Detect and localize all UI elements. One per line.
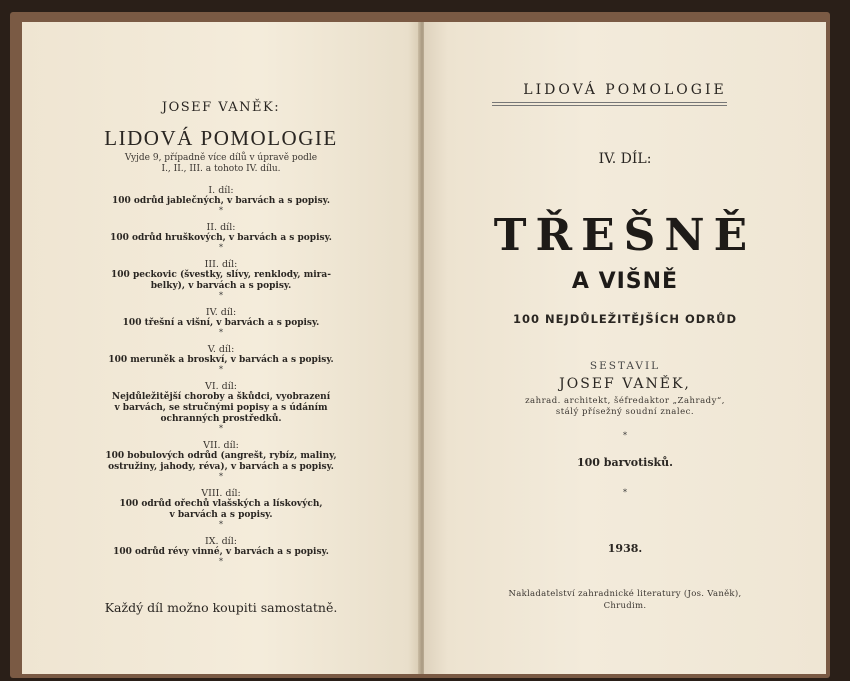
color-prints: 100 barvotisků. (576, 456, 674, 469)
volume-entry (22, 440, 420, 473)
left-footer: Každý díl možno koupiti samostatně. (104, 600, 338, 615)
separator-star: * (219, 291, 223, 300)
volume-description: 100 odrůd hruškových, v barvách a s popisy. (110, 233, 332, 243)
volume-entry (22, 344, 420, 366)
volume-description: v barvách, se stručnými popisy a s údáním (114, 403, 328, 413)
volume-description: ostružiny, jahody, réva), v barvách a s popisy. (108, 462, 334, 472)
volume-description: 100 odrůd ořechů vlašských a lískových, (119, 499, 323, 509)
volume-label: V. díl: (207, 344, 235, 355)
publication-year: 1938. (607, 542, 643, 555)
publisher (424, 588, 826, 612)
volume-label: VI. díl: (204, 381, 237, 392)
volume-label: I. díl: (208, 185, 234, 196)
volume-entry (22, 307, 420, 329)
volume-label: IV. díl: (205, 307, 237, 318)
volume-label: VIII. díl: (201, 488, 241, 499)
volume-entry (22, 536, 420, 558)
volume-entry (22, 222, 420, 244)
separator-star: * (219, 520, 223, 529)
series-header: LIDOVÁ POMOLOGIE (523, 82, 727, 98)
publisher-line: Nakladatelství zahradnické literatury (Jos. Vaněk), (508, 589, 742, 599)
volume-label: VII. díl: (203, 440, 239, 451)
volume-description: belky), v barvách a s popisy. (150, 281, 292, 291)
volume-description: 100 peckovic (švestky, slívy, renklody, mira- (111, 270, 331, 280)
volume-entry (22, 488, 420, 521)
volume-description: 100 odrůd jablečných, v barvách a s popisy. (111, 196, 330, 206)
main-title: TŘEŠNĚ (493, 210, 757, 261)
header-rule (492, 105, 727, 106)
left-author: JOSEF VANĚK: (161, 100, 281, 115)
left-page (22, 22, 420, 674)
separator-star: * (219, 557, 223, 566)
part-label: IV. DÍL: (598, 151, 652, 167)
separator-star: * (219, 424, 223, 433)
volume-entry (22, 381, 420, 425)
volume-description: v barvách a s popisy. (169, 510, 273, 520)
author-role (424, 396, 826, 418)
author-role-line: zahrad. architekt, šéfredaktor „Zahrady“, (525, 396, 725, 406)
series-note-line: I., II., III. a tohoto IV. dílu. (161, 164, 281, 174)
separator-star: * (623, 488, 627, 497)
volume-label: IX. díl: (205, 536, 237, 547)
volume-description: 100 odrůd révy vinné, v barvách a s popisy. (113, 547, 329, 557)
author-role-line: stálý přísežný soudní znalec. (555, 407, 695, 417)
volume-description: 100 meruněk a broskví, v barvách a s popisy. (108, 355, 334, 365)
separator-star: * (219, 472, 223, 481)
series-note-line: Vyjde 9, případně více dílů v úpravě podle (124, 153, 318, 163)
separator-star: * (219, 328, 223, 337)
volume-entry (22, 185, 420, 207)
volume-description: 100 bobulových odrůd (angrešt, rybíz, maliny, (105, 451, 337, 461)
publisher-line: Chrudim. (603, 601, 647, 611)
volume-entry (22, 259, 420, 292)
volume-description: ochranných prostředků. (160, 414, 282, 424)
separator-star: * (623, 431, 627, 440)
volume-description: 100 třešní a višní, v barvách a s popisy. (122, 318, 320, 328)
separator-star: * (219, 365, 223, 374)
header-rule (492, 102, 727, 103)
left-series-title: LIDOVÁ POMOLOGIE (104, 126, 338, 150)
subtitle-varieties: 100 NEJDŮLEŽITĚJŠÍCH ODRŮD (512, 312, 738, 326)
separator-star: * (219, 243, 223, 252)
compiled-by: SESTAVIL (589, 360, 661, 372)
volume-label: II. díl: (206, 222, 236, 233)
separator-star: * (219, 206, 223, 215)
sub-title: A VIŠNĚ (571, 269, 679, 294)
series-note (22, 153, 420, 175)
volume-description: Nejdůležitější choroby a škůdci, vyobrazení (111, 392, 331, 402)
volume-label: III. díl: (204, 259, 238, 270)
right-page (424, 22, 826, 674)
right-author: JOSEF VANĚK, (559, 376, 691, 392)
